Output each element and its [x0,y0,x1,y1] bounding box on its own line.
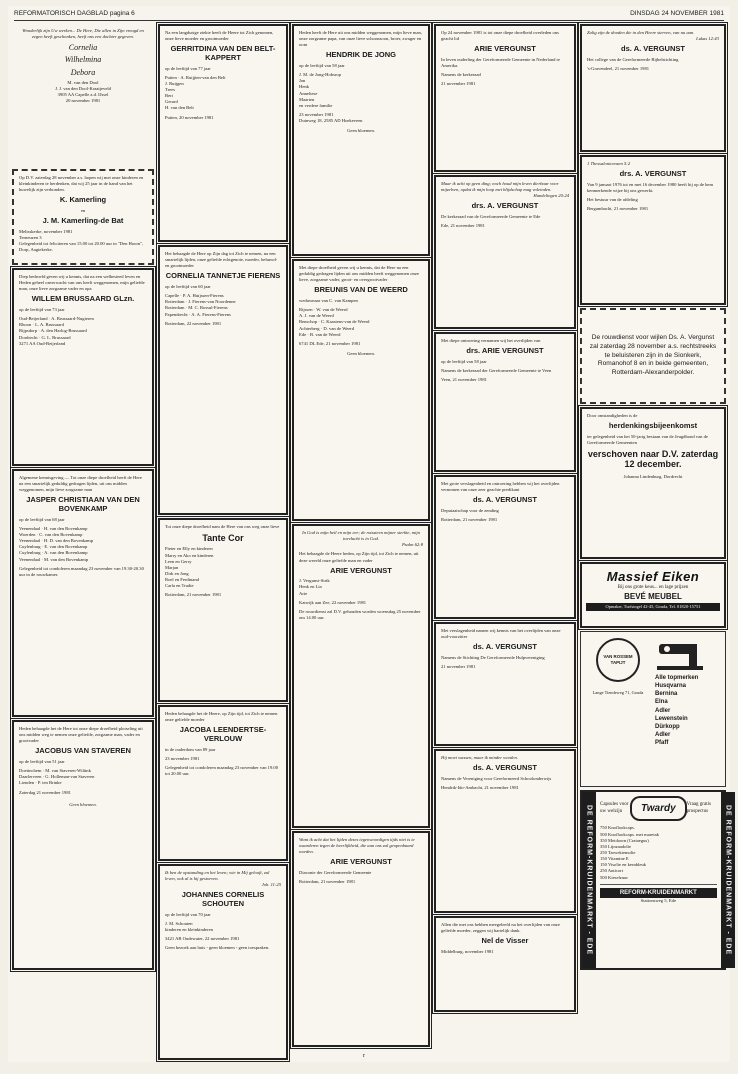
kruiden-item: 350 Lijnzaadolie [600,843,631,849]
johannes-ref: Joh. 11:25 [261,882,281,888]
obituary-willem [12,268,154,466]
rossem-addr: Lange Tiendeweg 71, Gouda [592,690,644,695]
vergunst1-board: De kerkeraad van de Gereformeerde Gemeente te Ede [441,214,541,220]
arie1-note: De rouwdienst zal D.V. gehouden worden woensdag 25 november om 14.00 uur. [299,608,421,621]
ad-van-rossem [580,631,726,787]
gerritdina-age: op de leeftijd van 77 jaar [165,65,211,71]
obituary-hendrik [292,24,430,256]
obituary-jasper [12,469,154,717]
johannes-date: 3421 AB Oudewater, 22 november 1981 [165,936,240,942]
sewing-machine-icon [655,638,705,672]
notice-vergunst-5 [434,749,576,913]
jasper-intro: Algemene kennisgeving — Tot onze diepe droefheid heeft de Here na een smartelijk geduldig gedragen lijden, uit ons midden weggenomen, mijn lieve zorgzame man [19,475,142,493]
willem-age: op de leeftijd van 73 jaar [19,307,65,313]
massief-addr: Opmaker, Turfsingel 42-45, Gouda, Tel. 01820-15751 [586,603,720,611]
gerritdina-intro: Na een langdurige ziekte heeft de Heere tot Zich genomen, onze lieve moeder en grootmoeder [165,30,274,42]
gerritdina-family: Putten · A. Ruijjten-van den Belt J. Ruijgen Trees Bert Gerard H. van den Belt [165,74,226,111]
tante-date: Rotterdam, 21 november 1981 [165,592,222,598]
kruiden-item: 500 Knoflookcaps. met maretak [600,831,659,837]
breunis-intro: Met diepe droefheid geven wij u kennis, dat de Here na een geduldig gedragen lijden uit ons midden heeft weggenomen onze lieve, zorgzame vader, groot- en overgrootvader [299,265,419,283]
obituary-jacoba [158,705,288,861]
vergunst-a-name: ds. A. VERGUNST [621,44,685,54]
vergunst2-name: drs. ARIE VERGUNST [466,346,544,356]
hendrik-family: J. M. de Jong-Hobsrop Jan Henk Anneliese Maarten en verdere familie [299,72,341,108]
cornelia-intro: Het behaagde de Here op Zijn dag tot Zich te nemen, na een smartelijk lijden, onze geliefde echtgenote, moeder, behuwd- en grootmoeder [165,251,278,269]
vergunst-b-board: Het bestuur van de afdeling [587,197,638,203]
obituary-tante-cor [158,518,288,702]
engagement-announcement [12,169,154,265]
johannes-signoff: Geen bezoek aan huis - geen bloemen - geen toespraken. [165,945,270,951]
kruiden-item: 750 Knoflookcaps. [600,825,635,831]
jacobus-name: JACOBUS VAN STAVEREN [35,746,131,756]
hendrik-age: op de leeftijd van 58 jaar [299,63,345,69]
herdenking-name: verschoven naar D.V. zaterdag 12 december. [587,449,719,470]
notice-vergunst-3 [434,475,576,619]
tante-name: Tante Cor [202,533,244,544]
vergunst5-name: ds. A. VERGUNST [473,763,537,773]
kruiden-body [596,792,721,968]
kruiden-side-left: DE REFORM-KRUIDENMARKT - EDE [582,792,596,968]
hendrik-intro: Heden heeft de Here uit ons midden weggenomen, mijn lieve man, onze zorgzame papa, van onze lieve schoonzoon, broer, zwager en oom [299,30,422,48]
page-footer-mark: r [363,1053,365,1059]
vergunst2-board: Namens de kerkeraad der Gereformeerde Gemeente te Veen [441,367,552,373]
vergunst4-name: ds. A. VERGUNST [473,642,537,652]
kruiden-heading: Capsules voor uw welzijn [600,802,629,814]
arie1-date: Katwijk aan Zee, 22 november 1981 [299,599,367,605]
rossem-brand-4: Lewenstein [655,715,688,722]
notice-vergunst-2 [434,332,576,472]
herdenking-signoff: Johanna Lindenburg, Dordrecht [623,473,683,479]
birth-name-1: Cornelia [68,43,98,53]
vergunst3-name: ds. A. VERGUNST [473,495,537,505]
notice-arie-consistory [434,24,576,172]
kruiden-item: 500 Kieselzuur [600,874,628,880]
obituary-breunis [292,259,430,521]
jacobus-date: Zaterdag 21 november 1981 [19,789,71,795]
kruiden-addr: Stationsweg 5, Ede [640,897,676,903]
jasper-note: Gelegenheid tot condoleren maandag 23 november van 19.30-20.30 uur in de rouwkamer. [19,565,144,577]
rossem-brand-7: Pfaff [655,739,669,746]
page-header [14,6,724,21]
kruiden-item: 350 Meidoorn (Crataegus) [600,837,649,843]
massief-brand: BEVÉ MEUBEL [624,592,682,602]
vergunst1-ref: Handelingen 20:24 [533,193,569,199]
johannes-quote: Ik ben de opstanding en het leven; wie in Mij gelooft, zal leven, ook al is hij gestorven. [165,870,270,882]
column-5 [580,24,732,970]
arie2-quote: Want ik acht dat het lijden dezes tegenwoordigen tijds niet is te waarderen tegen de heerlijkheid, die aan ons zal geopenbaard worden. [299,837,415,855]
vergunst5-text: Hij moet wassen, maar ik minder worden. [441,755,518,760]
kruiden-item: 150 Visolie en kernbleuk [600,862,646,868]
rossem-brand-1: Bernina [655,691,678,698]
vergunst2-date: Veen, 21 november 1981 [441,377,487,383]
obituary-cornelia [158,245,288,515]
birth-announcement [12,24,154,166]
breunis-signoff: Geen bloemen. [347,351,375,357]
vergunst5-board: Namens de Vereniging voor Gereformeerd Schoolonderwijs [441,775,552,781]
arie1-family: J. Vergunst-Strik Henk en Lia Arie [299,578,330,596]
header-left: REFORMATORISCH DAGBLAD pagina 6 [14,9,135,17]
rossem-brand-2: Elna [655,699,668,706]
kruiden-item: 250 Tarwekiemolie [600,849,636,855]
hendrik-date: 23 november 1981 Duinweg 18, 2585 AD Hoekeveen [299,112,363,124]
kruiden-side-right: DE REFORM-KRUIDENMARKT - EDE [721,792,735,968]
jacoba-note: Gelegenheid tot condoleren maandag 23 november van 19.00 tot 20.00 uur. [165,764,279,776]
visser-text: Allen die met ons hebben meegeleefd na het overlijden van onze geliefde moeder, zeggen wij hartelijk dank. [441,922,560,934]
kruiden-list [600,825,717,880]
obituary-arie-1 [292,524,430,828]
engagement-intro: Op D.V. zaterdag 28 november a.s. hopen wij met onze kinderen en kleinkinderen te herdenken, dat wij 25 jaar in de hand van het huwelijk zijn verbonden. [19,175,144,193]
vergunst-b-detail: Van 9 januari 1976 tot en met 16 december 1980 heeft hij op de hem kenmerkende wijze bij ons gewerkt. [587,181,714,193]
arie-cons-text: Op 24 november 1981 is tot onze diepe droefheid overleden ons geacht lid [441,30,559,42]
birth-detail: M. van den Dool J. J. van den Dool-Kraaijeveld 3905 AA Capelle a.d. IJssel 20 november 1981 [55,79,111,104]
jasper-family: Veenendaal · H. van den Bovenkamp Woerden · C. van den Bovenkamp Veenendaal · H. D. van den Bovenkamp Cuylenburg · E. van den Bovenkamp Cuylenburg · A. van den Bovenkamp Veenendaal · M. van den Bovenkamp [19,525,93,562]
willem-family: Oud-Beijerland · A. Brussaard-Nugteren Rhoon · L. A. Brussaard Rijpsdorp · A. den Harlog-Brussaard Dordrecht · G. L. Brussaard 3271 AA Oud-Beijerland [19,316,94,346]
kruiden-right: Vraag gratis prospectus [686,802,711,814]
engagement-name-1: K. Kamerling [59,195,107,205]
arie2-date: Rotterdam, 21 november 1981 [299,879,356,885]
jasper-age: op de leeftijd van 68 jaar [19,516,65,522]
vergunst3-text: Met grote verslagenheid en ontroering hebben wij het overlijden vernomen van onze zeer geachte predikant [441,481,560,493]
jacoba-date: 23 november 1981 [165,755,200,761]
column-1 [12,24,154,970]
vergunst4-text: Met verslagenheid namen wij kennis van het overlijden van onze oud-voorzitter [441,628,561,640]
jasper-name: JASPER CHRISTIAAN VAN DEN BOVENKAMP [26,495,140,514]
vergunst2-text: Met diepe ontroering vernamen wij het overlijden van [441,338,541,343]
arie1-ref: Psalm 62:8 [401,542,423,548]
vergunst1-text: Maar ik acht op geen ding; noch houd mijn leven dierbaar voor mijzelven, opdat ik mijn loop met blijdschap mag voleinden. [441,181,559,193]
rossem-header: Alle topmerken [655,675,699,682]
engagement-reception: Gelegenheid tot feliciteren van 15.00 tot 20.00 uur in "Den Hoorn", Dorp, Aagtekerke. [19,241,144,253]
column-4 [434,24,576,1012]
breunis-date: 6741 DL Ede, 21 november 1981 [299,340,361,346]
engagement-detail: Melisskerke, november 1981 Terneuzen 3 [19,228,73,240]
kruiden-divider [600,884,717,885]
vergunst4-date: 21 november 1981 [441,664,476,670]
engagement-en: en [80,208,86,214]
vergunst-b-text: 1 Thessalonicenzen 5:2 [587,161,631,166]
vergunst-a-text: Zalig zijn de dooden die in den Heere sterven, van nu aan. [587,30,695,35]
birth-name-3: Debora [70,67,96,77]
cornelia-name: CORNELIA TANNETJE FIERENS [165,271,281,281]
vergunst-a-date: 's-Gravendeel, 21 november 1981 [587,66,650,72]
kruiden-item: 150 Vitamine E [600,856,629,862]
newspaper-page [8,6,730,1062]
vergunst-b-date: Bergambacht, 21 november 1981 [587,206,649,212]
obituary-johannes [158,864,288,1060]
notice-vergunst-4 [434,622,576,746]
kruiden-item: 250 Anticort [600,868,624,874]
thanks-nel-de-visser [434,916,576,1012]
rossem-brand-5: Dürkopp [655,723,680,730]
johannes-name: JOHANNES CORNELIS SCHOUTEN [181,890,265,909]
breunis-name: BREUNIS VAN DE WEERD [314,285,408,295]
ad-massief-eiken [580,562,726,628]
rossem-brand-0: Husqvarna [655,683,687,690]
rossem-brand-3: Adler [655,707,671,714]
obituary-arie-2 [292,831,430,1047]
column-2 [158,24,288,1060]
johannes-family: J. M. Schouten kinderen en kleinkinderen [165,920,213,932]
vergunst1-name: drs. A. VERGUNST [471,201,539,211]
cornelia-age: op de leeftijd van 60 jaar [165,284,211,290]
arie-cons-name: ARIE VERGUNST [474,44,536,54]
rossem-brand-6: Adler [655,731,671,738]
notice-vergunst-b [580,155,726,305]
kruiden-brand: Twardy [630,796,687,821]
vergunst3-board: Deputaatschap voor de zending [441,507,499,513]
vergunst1-date: Ede, 21 november 1981 [441,223,485,229]
tante-family: Pieter en Elly en kinderen Marry en Ako en kinderen Leen en Gerry Marjan Dirk en Jong Roel en Ferdinand Carla en Trudie [165,546,214,589]
massief-name: Massief Eiken [606,569,700,584]
willem-name: WILLEM BRUSSAARD GLzn. [31,294,135,304]
tante-intro: Tot onze diepe droefheid nam de Here van ons weg onze lieve [165,524,280,529]
notice-vergunst-a [580,24,726,152]
visser-name: Nel de Visser [481,936,529,946]
hendrik-signoff: Geen bloemen. [347,128,375,134]
cornelia-family: Capelle · P. A. Huijssen-Fierens Rotterdam · J. Fierens-van Noordenne Rotterdam · M. C. Rossul-Fierens Papendrecht · A. A. Fierens-Fierens [165,293,236,317]
jacobus-family: Doetinchem · M. van Staveren-Wiltink Daarlerveen · G. Holleman-van Staveren Lienden · P. ten Brinke [19,768,95,786]
engagement-name-2: J. M. Kamerling-de Bat [42,216,124,226]
vergunst-a-ref: Lukas 12:43 [696,36,719,42]
vergunst5-date: Hendrik-Ido-Ambacht, 21 november 1981 [441,784,519,790]
rossem-seal-text: VAN ROSSEM TAPIJT [603,654,633,665]
arie-cons-detail: In leven ouderling der Gereformeerde Gemeente in Nederland te Amerika. [441,56,560,69]
arie1-intro: Het behaagde de Heere heden, op Zijn tijd, tot Zich te nemen, uit deze wereld onze geliefde man en vader [299,551,419,563]
jacoba-name: JACOBA LEENDERTSE-VERLOUW [179,725,267,743]
vergunst-a-detail: Het college van de Gereformeerde Bijbelstichting [587,56,679,62]
hendrik-name: HENDRIK DE JONG [325,50,396,60]
arie2-family: Diaconie der Gereformeerde Gemeente [299,870,372,876]
jacobus-age: op de leeftijd van 51 jaar [19,759,65,765]
vergunst-b-name: drs. A. VERGUNST [619,169,687,179]
breunis-family: Rijssen · W. van de Weerd A. J. van de Weerd Benschop · C. Kaastens-van de Weerd Achterberg · D. van de Weerd Ede · B. van de Weerd [299,307,370,337]
rossem-seal [596,638,640,682]
vergunst3-date: Rotterdam, 21 november 1981 [441,517,498,523]
birth-name-2: Wilhelmina [64,55,102,65]
jacobus-intro: Heden behaagde het de Here tot onze diepe droefheid plotseling uit ons midden weg te nemen onze geliefde, zorgzame man, vader en grootvader [19,726,143,744]
arie1-quote: In God is mijn heil en mijn eer; de rotssteen mijner sterkte, mijn toevlucht is in God. [302,530,420,542]
notice-herdenking [580,407,726,559]
obituary-gerritdina [158,24,288,242]
gerritdina-name: GERRITDINA VAN DEN BELT-KAPPERT [170,44,276,62]
herdenking-title: herdenkingsbijeenkomst [608,421,698,431]
column-3 [292,24,430,1047]
ad-reform-kruidenmarkt [580,790,732,970]
header-right: DINSDAG 24 NOVEMBER 1981 [630,9,724,17]
kruiden-top [600,796,717,821]
vergunst2-age: op de leeftijd van 58 jaar [441,358,487,364]
notice-broadcast [580,308,726,404]
rossem-left [587,638,649,780]
jacoba-intro: Heden behaagde het de Heere, op Zijn tijd, tot Zich te nemen onze geliefde moeder [165,711,278,723]
vergunst4-board: Namens de Stichting De Gereformeerde Hulpvereniging [441,654,545,660]
cornelia-date: Rotterdam, 22 november 1981 [165,320,222,326]
massief-tag: Bij ons grote keus... en lage prijzen [617,585,689,591]
rossem-right [655,638,719,780]
arie-cons-date: 21 november 1981 [441,81,476,87]
breunis-age: weduwnaar van C. van Kampen [299,298,358,304]
visser-date: Middelburg, november 1981 [441,948,494,954]
gerritdina-date: Putten, 20 november 1981 [165,114,214,120]
arie-cons-board: Namens de kerkeraad [441,72,481,78]
arie1-name: ARIE VERGUNST [330,565,392,575]
herdenking-mid: ter gelegenheid van het 50-jarig bestaan van de Jeugdbond van de Gereformeerde Gemeenten [587,433,708,445]
arie2-name: ARIE VERGUNST [330,857,392,867]
kruiden-footer: REFORM-KRUIDENMARKT [600,888,717,898]
herdenking-intro: Door omstandigheden is de [587,413,638,418]
willem-intro: Diep bedroefd geven wij u kennis, dat na een welbesteed leven en Heden geheel onverwacht van ons heeft weggenomen, mijn geliefde man, onze lieve zorgzame vader en opa [19,274,145,292]
broadcast-text: De rouwdienst voor wijlen Ds. A. Vergunst zal zaterdag 28 november a.s. rechtstreeks te beluisteren zijn in de Sionkerk, Romanohof 8 en in beide gemeenten, Rotterdam-Alexanderpolder. [589,333,717,377]
birth-intro: Wonderlijk zijn Uw werken... De Here, Die allen in Zijn vreugd en zegen heeft geschonken, heeft ons een dochter gegeven. [22,28,144,40]
jacoba-age: in de ouderdom van 89 jaar [165,746,216,752]
johannes-age: op de leeftijd van 70 jaar [165,911,211,917]
obituary-jacobus [12,720,154,970]
jacobus-signoff: Geen bloemen. [69,801,97,807]
notice-vergunst-1 [434,175,576,329]
